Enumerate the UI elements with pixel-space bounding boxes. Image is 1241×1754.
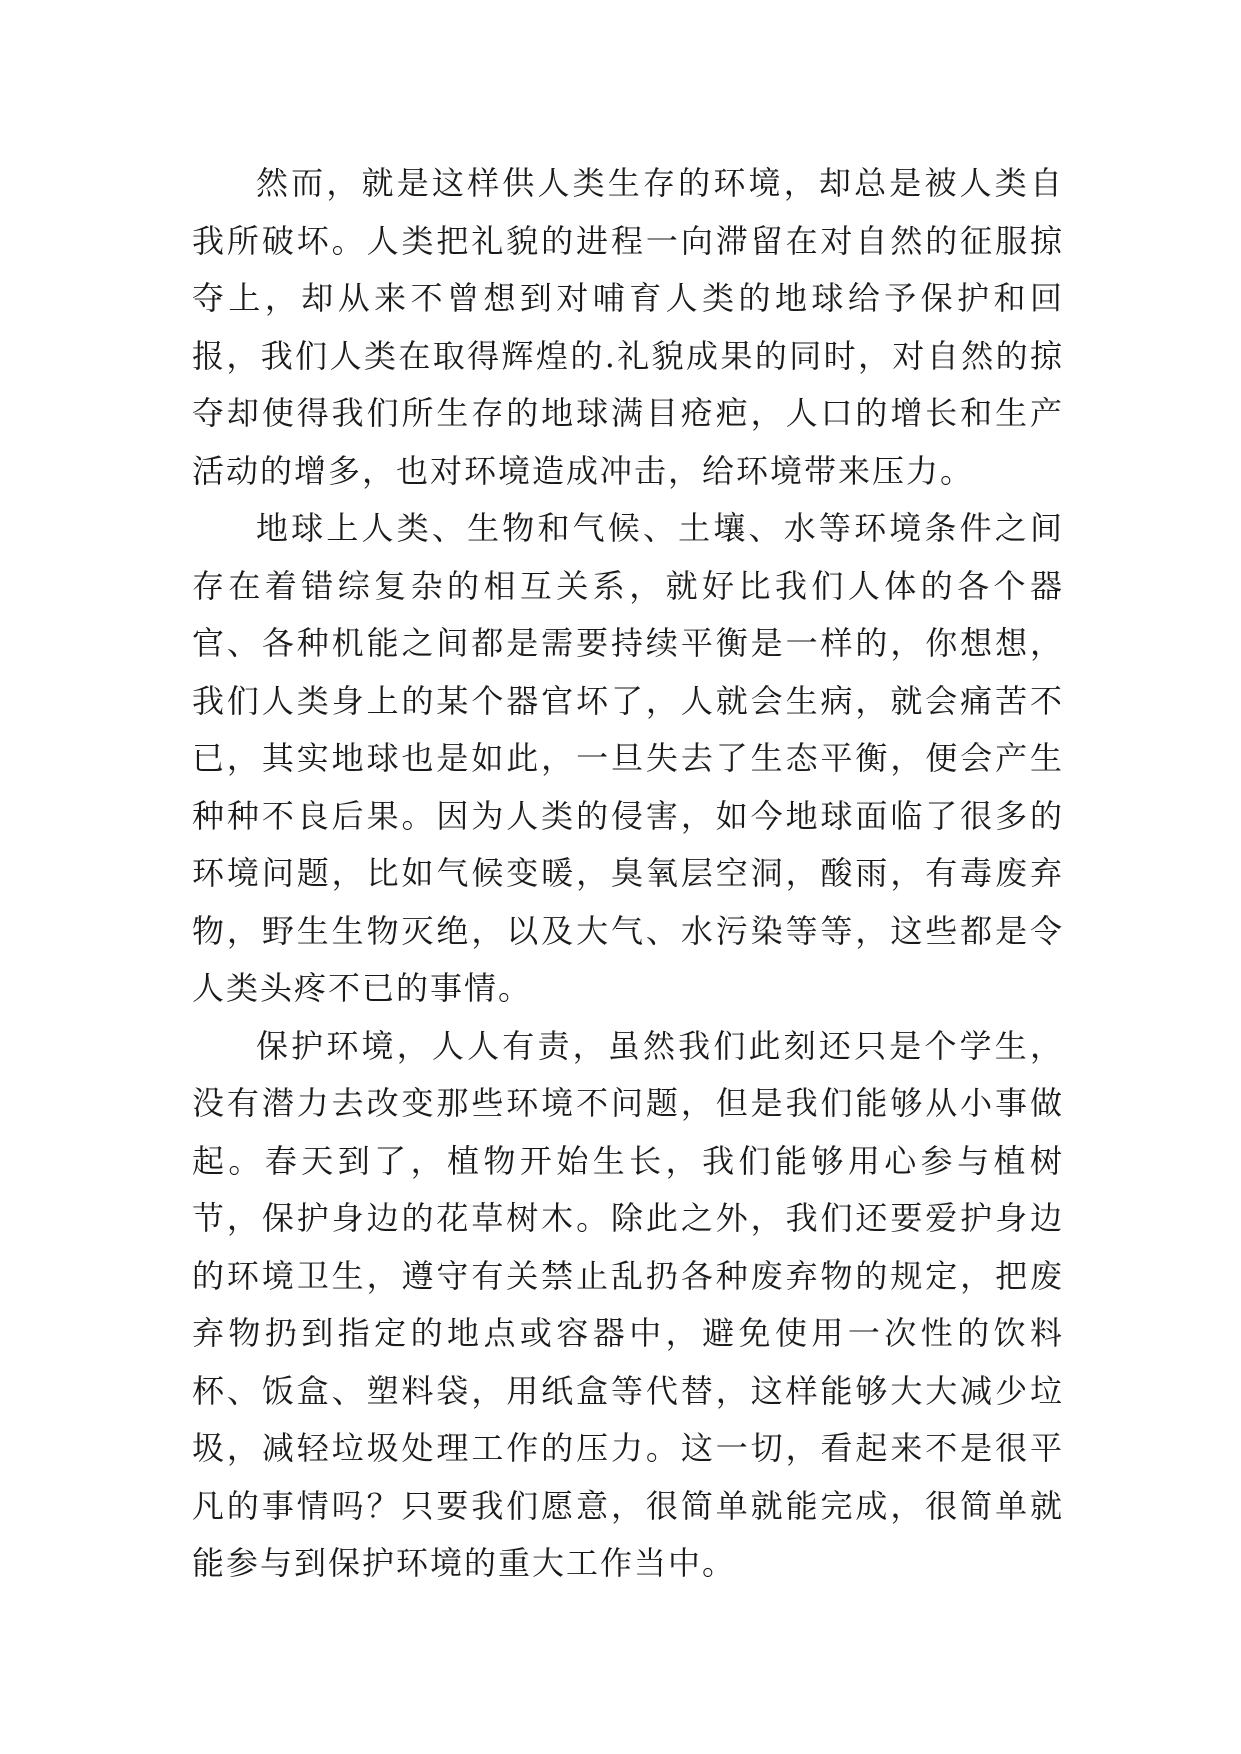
paragraph-1: 然而，就是这样供人类生存的环境，却总是被人类自我所破坏。人类把礼貌的进程一向滞留在对自然的征服掠夺上，却从来不曾想到对哺育人类的地球给予保护和回报，我们人类在取得辉煌的.礼貌成果的同时，对自然的掠夺却使得我们所生存的地球满目疮疤，人口的增长和生产活动的增多，也对环境造成冲击，给环境带来压力。 xyxy=(192,164,1064,490)
paragraph-3: 保护环境，人人有责，虽然我们此刻还只是个学生，没有潜力去改变那些环境不问题，但是我们能够从小事做起。春天到了，植物开始生长，我们能够用心参与植树节，保护身边的花草树木。除此之外，我们还要爱护身边的环境卫生，遵守有关禁止乱扔各种废弃物的规定，把废弃物扔到指定的地点或容器中，避免使用一次性的饮料杯、饭盒、塑料袋，用纸盒等代替，这样能够大大减少垃圾，减轻垃圾处理工作的压力。这一切，看起来不是很平凡的事情吗？只要我们愿意，很简单就能完成，很简单就能参与到保护环境的重大工作当中。 xyxy=(192,1026,1064,1582)
document-body xyxy=(192,155,1064,1593)
paragraph-2: 地球上人类、生物和气候、土壤、水等环境条件之间存在着错综复杂的相互关系，就好比我们人体的各个器官、各种机能之间都是需要持续平衡是一样的，你想想，我们人类身上的某个器官坏了，人就会生病，就会痛苦不已，其实地球也是如此，一旦失去了生态平衡，便会产生种种不良后果。因为人类的侵害，如今地球面临了很多的环境问题，比如气候变暖，臭氧层空洞，酸雨，有毒废弃物，野生生物灭绝，以及大气、水污染等等，这些都是令人类头疼不已的事情。 xyxy=(192,509,1064,1007)
